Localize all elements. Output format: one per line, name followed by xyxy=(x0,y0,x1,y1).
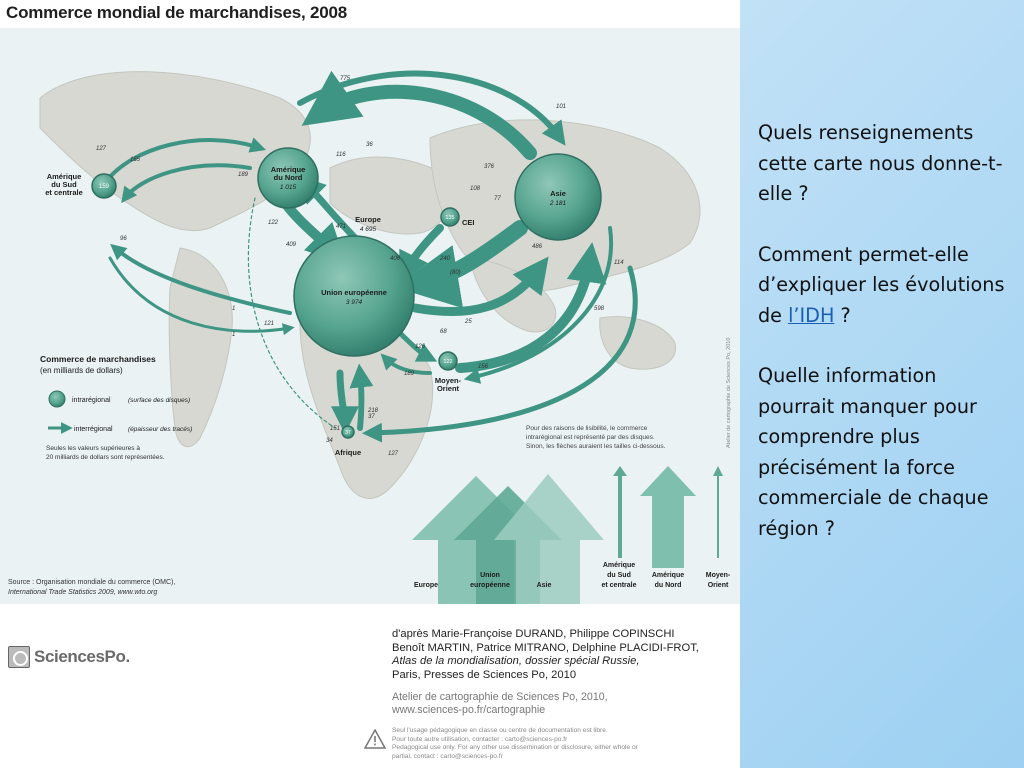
credits-line3: Atlas de la mondialisation, dossier spécial Russie, xyxy=(392,655,640,668)
flow-value-label: 127 xyxy=(388,451,399,457)
bar-label-middle-east-line2: Orient xyxy=(707,582,729,589)
value-middle-east: 122 xyxy=(443,359,453,365)
flow-value-label: 37 xyxy=(368,414,375,420)
flow-value-label: 122 xyxy=(268,220,279,226)
flow-value-label: 189 xyxy=(404,371,415,377)
flow-value-label: 189 xyxy=(238,172,249,178)
question-2-text: Comment permet-elle d’expliquer les évolutions de xyxy=(758,242,1005,327)
question-2 xyxy=(758,240,1018,332)
flow-value-label: 1 xyxy=(232,306,236,312)
flow-value-label: 218 xyxy=(368,408,379,414)
bar-label-eu-line1: Union xyxy=(480,572,500,579)
flow-value-label: 101 xyxy=(556,104,567,110)
notice-line2: Pour toute autre utilisation, contacter : carto@sciences-po.fr xyxy=(392,735,568,743)
label-asia: Asie xyxy=(550,189,566,198)
world-trade-map xyxy=(0,28,740,604)
flow-value-label: 121 xyxy=(264,321,275,327)
bar-label-south-america-line1: Amérique xyxy=(602,562,636,569)
bar-label-north-america-line2: du Nord xyxy=(654,582,682,589)
flow-value-label: (80) xyxy=(450,270,461,276)
warning-icon xyxy=(364,729,386,749)
bar-label-middle-east-line1: Moyen- xyxy=(705,572,731,579)
trade-flow-map-svg xyxy=(0,28,740,604)
bar-north-america-arrow xyxy=(640,466,696,568)
flow-value-label: 409 xyxy=(286,242,297,248)
map-source xyxy=(8,579,175,596)
question-2-end: ? xyxy=(834,303,851,327)
atelier-line2: www.sciences-po.fr/cartographie xyxy=(392,704,546,717)
sciencespo-logo-text: SciencesPo. xyxy=(34,647,130,666)
flow-value-label: 486 xyxy=(532,244,543,250)
label-eu: Union européenne xyxy=(321,288,387,297)
sciencespo-emblem-icon xyxy=(8,646,30,668)
legend-threshold-line2: 20 milliards de dollars sont représentées. xyxy=(46,454,165,461)
label-south-america-line3: et centrale xyxy=(45,188,83,197)
bar-label-south-america-line3: et centrale xyxy=(601,582,637,589)
flow-value-label: 376 xyxy=(484,164,495,170)
flow-value-label: 96 xyxy=(120,236,127,242)
legend-inter-label: interrégional xyxy=(74,426,113,433)
credits-line1: d'après Marie-Françoise DURAND, Philippe COPINSCHI xyxy=(392,628,675,640)
legend-threshold-line1: Seules les valeurs supérieures à xyxy=(46,445,140,452)
south-america-land xyxy=(169,248,232,447)
value-cei: 135 xyxy=(445,215,455,221)
bar-label-south-america-line2: du Sud xyxy=(607,572,631,579)
sciencespo-logo xyxy=(8,646,130,668)
flow-value-label: 68 xyxy=(440,329,447,335)
flow-value-label: 114 xyxy=(614,260,624,266)
notice-line3: Pedagogical use only. For any other use dissemination or disclosure, either whole or xyxy=(392,744,638,752)
flow-value-label: 34 xyxy=(326,438,333,444)
flow-value-label: 775 xyxy=(340,76,351,82)
flow-value-label: 126 xyxy=(415,344,426,350)
source-line1: Source : Organisation mondiale du commerce (OMC), xyxy=(8,579,176,586)
value-europe: 4 695 xyxy=(359,226,377,233)
flow-value-label: 1 xyxy=(232,332,236,338)
bar-label-eu-line2: européenne xyxy=(470,582,510,589)
flow-africa-to-eu xyxy=(360,373,362,428)
bar-label-north-america-line1: Amérique xyxy=(651,572,685,579)
flow-value-label: 406 xyxy=(390,256,401,262)
flow-value-label: 36 xyxy=(366,142,373,148)
bar-label-asia: Asie xyxy=(536,582,552,589)
flow-value-label: 156 xyxy=(478,364,489,370)
flow-value-label: 471 xyxy=(336,224,347,230)
flow-cei-to-eu xyxy=(405,228,440,273)
readability-note xyxy=(526,425,666,450)
notice-line1: Seul l'usage pédagogique en classe ou centre de documentation est libre. xyxy=(392,727,608,734)
label-south-america-line2: du Sud xyxy=(51,180,77,189)
usage-notice xyxy=(392,727,732,762)
north-america-land xyxy=(40,72,310,231)
value-asia: 2 181 xyxy=(549,200,567,207)
legend-inter-note: (épaisseur des tracés) xyxy=(128,426,193,433)
flow-value-label: 598 xyxy=(594,306,605,312)
vertical-credit: Atelier de cartographie de Sciences Po, 2010 xyxy=(726,337,732,448)
atelier-credit xyxy=(392,691,608,718)
legend-intra-label: intrarégional xyxy=(72,397,111,404)
label-africa: Afrique xyxy=(334,448,362,457)
flow-value-label: 151 xyxy=(330,426,341,432)
readability-line2: intrarégional est représenté par des disques. xyxy=(526,434,655,441)
bar-label-europe: Europe xyxy=(413,582,439,589)
credits-line2: Benoît MARTIN, Patrice MITRANO, Delphine PLACIDI-FROT, xyxy=(392,641,699,654)
idh-link[interactable]: l’IDH xyxy=(788,303,835,327)
flow-value-label: 240 xyxy=(440,256,451,262)
legend-disk-symbol xyxy=(49,391,65,407)
label-north-america-line2: du Nord xyxy=(273,173,303,182)
legend-subtitle: (en milliards de dollars) xyxy=(40,366,123,375)
bar-south-america-arrow xyxy=(613,466,627,558)
atelier-line1: Atelier de cartographie de Sciences Po, 2010, xyxy=(392,691,608,703)
readability-line1: Pour des raisons de lisibilité, le commerce xyxy=(526,425,648,432)
readability-line3: Sinon, les flèches auraient les tailles ci-dessous. xyxy=(526,443,666,450)
question-3: Quelle information pourrait manquer pour comprendre plus précisément la force commerciale de chaque région ? xyxy=(758,364,989,540)
flow-value-label: 77 xyxy=(494,196,501,202)
flow-value-label: 127 xyxy=(96,146,107,152)
label-north-america-line1: Amérique xyxy=(270,165,306,174)
flow-value-label: 165 xyxy=(130,157,141,163)
value-south-america: 159 xyxy=(98,184,110,190)
legend-title: Commerce de marchandises xyxy=(40,354,156,364)
credits-line4: Paris, Presses de Sciences Po, 2010 xyxy=(392,668,577,681)
credit-zone xyxy=(0,604,740,768)
legend xyxy=(40,354,192,461)
atlas-credits xyxy=(392,628,737,682)
label-middle-east-line1: Moyen- xyxy=(434,376,462,385)
source-line2: International Trade Statistics 2009, www.wto.org xyxy=(8,589,158,596)
label-south-america-line1: Amérique xyxy=(46,172,82,181)
label-europe: Europe xyxy=(355,215,381,224)
question-1: Quels renseignements cette carte nous donne-t-elle ? xyxy=(758,121,1003,205)
flow-value-label: 116 xyxy=(336,152,346,158)
notice-line4: partial, contact : carto@sciences-po.fr xyxy=(392,753,503,761)
value-north-america: 1 015 xyxy=(279,184,297,191)
questions-panel xyxy=(758,118,1018,574)
flow-value-label: 25 xyxy=(465,319,472,325)
label-middle-east-line2: Orient xyxy=(436,384,460,393)
bar-middle-east-arrow xyxy=(713,466,723,558)
value-eu: 3 974 xyxy=(345,299,363,306)
legend-intra-note: (surface des disques) xyxy=(128,397,191,404)
label-cei: CEI xyxy=(462,218,475,227)
map-title: Commerce mondial de marchandises, 2008 xyxy=(6,3,348,22)
value-africa: 37 xyxy=(345,430,351,436)
flow-value-label: 108 xyxy=(470,186,481,192)
